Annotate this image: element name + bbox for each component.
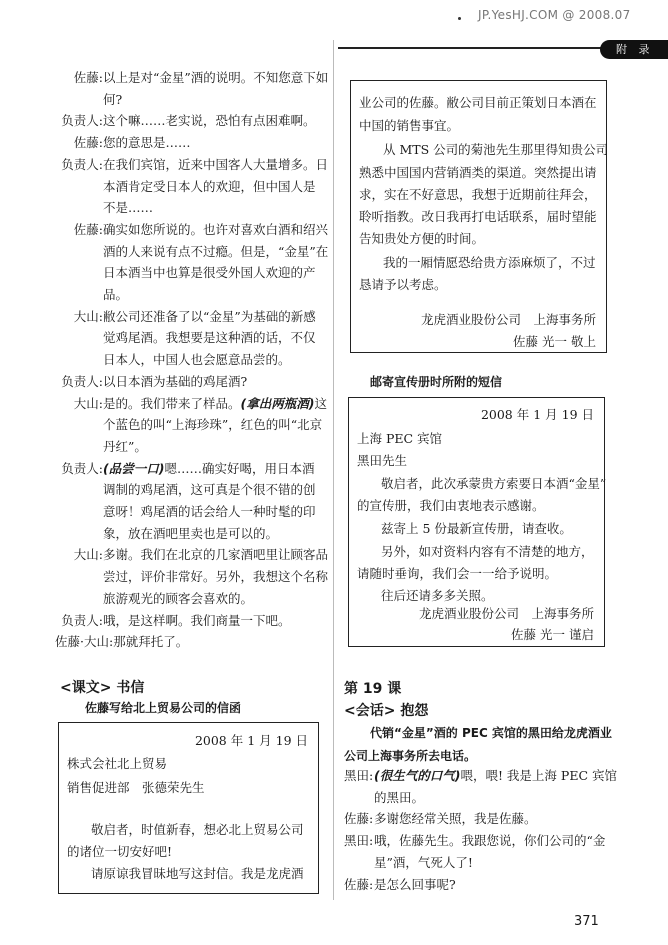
letter-body-line: 聆听指教。改日我再打电话联系，届时望能 <box>359 209 597 224</box>
dialogue-line: 意呀！鸡尾酒的话会给人一种时髦的印 <box>103 504 316 520</box>
note-body-line: 往后还请多多关照。 <box>381 588 494 603</box>
speaker-label: 佐藤: <box>344 876 374 892</box>
speaker-label: 负责人: <box>61 113 103 129</box>
page-number: 371 <box>574 914 599 929</box>
signature: 佐藤 光一 敬上 <box>513 334 596 349</box>
conversation-heading: <会话> 抱怨 <box>344 703 429 719</box>
sender-company: 龙虎酒业股份公司 上海事务所 <box>418 606 594 621</box>
signature: 佐藤 光一 谨启 <box>511 627 594 642</box>
speaker-label: 佐藤·大山: <box>55 634 114 650</box>
right-dialogue <box>344 765 617 895</box>
dialogue-line: 这个嘛……老实说，恐怕有点困难啊。 <box>103 113 316 129</box>
dialogue-entry <box>55 631 328 653</box>
letter-body-line: 业公司的佐藤。敝公司目前正策划日本酒在 <box>359 95 597 110</box>
speaker-label: 大山: <box>73 547 103 563</box>
dialogue-line: 象，放在酒吧里卖也是可以的。 <box>103 525 279 541</box>
speaker-label: 黑田: <box>344 833 374 849</box>
dialogue-text: 嗯……确实好喝，用日本酒 <box>164 460 315 476</box>
letter-body-line: 恳请予以考虑。 <box>359 277 447 292</box>
dialogue-line: 不是…… <box>103 200 154 216</box>
letter-date: 2008 年 1 月 19 日 <box>194 733 308 748</box>
addressee-person: 销售促进部 张德荣先生 <box>67 780 205 795</box>
dialogue-entry <box>55 110 328 132</box>
dialogue-entry <box>55 219 328 306</box>
letter-body-line: 的诸位一切安好吧! <box>67 844 173 859</box>
speaker-label: 大山: <box>73 308 103 324</box>
dialogue-text: 这 <box>314 395 327 411</box>
dialogue-line: 敝公司还准备了以“金星”为基础的新感 <box>103 308 316 324</box>
letter-body-line: 敬启者，时值新春，想必北上贸易公司 <box>91 822 304 837</box>
dialogue-entry <box>55 67 328 110</box>
dialogue-entry <box>55 371 328 393</box>
addressee-person: 黑田先生 <box>357 453 408 468</box>
dialogue-line: 在我们宾馆，近来中国客人大量增多。日 <box>103 156 329 172</box>
letter-body-line: 求，实在不好意思，我想于近期前往拜会， <box>359 187 597 202</box>
sender-company: 龙虎酒业股份公司 上海事务所 <box>420 312 596 327</box>
dialogue-line: 调制的鸡尾酒，这可真是个很不错的创 <box>103 482 316 498</box>
dialogue-entry <box>55 610 328 632</box>
letter-body-line: 熟悉中国国内营销酒类的渠道。突然提出请 <box>359 165 597 180</box>
addressee-company: 上海 PEC 宾馆 <box>357 431 443 446</box>
dialogue-line: 丹红”。 <box>103 438 147 454</box>
dialogue-line: 以日本酒为基础的鸡尾酒? <box>103 373 248 389</box>
watermark: JP.YesHJ.COM @ 2008.07 <box>478 8 631 22</box>
left-dialogue <box>55 67 328 653</box>
lesson-letter-subheading: 佐藤写给北上贸易公司的信函 <box>85 701 242 715</box>
addressee-company: 株式会社北上贸易 <box>67 756 168 771</box>
speaker-label: 负责人: <box>61 373 103 389</box>
dialogue-line: 多谢。我们在北京的几家酒吧里让顾客品 <box>103 547 329 563</box>
dialogue-line <box>374 765 617 787</box>
note-body-line: 敬启者，此次承蒙贵方索要日本酒“金星” <box>381 476 607 491</box>
dialogue-entry <box>55 393 328 458</box>
dialogue-line: 品。 <box>103 287 129 303</box>
dialogue-line: 您的意思是…… <box>103 135 191 151</box>
speaker-label: 负责人: <box>61 612 103 628</box>
speaker-label: 大山: <box>73 395 103 411</box>
dot-mark <box>458 17 461 20</box>
lesson-letter-heading: <课文> 书信 <box>60 680 145 696</box>
note-body-line: 请随时垂询，我们会一一给予说明。 <box>357 566 558 581</box>
dialogue-line: 哦，佐藤先生。我跟您说，你们公司的“金 <box>374 833 606 849</box>
letter-body-line: 我的一厢情愿恐给贵方添麻烦了，不过 <box>383 255 596 270</box>
stage-direction: (品尝一口) <box>103 460 165 476</box>
dialogue-entry <box>55 544 328 609</box>
dialogue-line: 酒的人来说有点不过瘾。但是，“金星”在 <box>103 243 329 259</box>
dialogue-entry <box>344 874 617 896</box>
stage-direction: (拿出两瓶酒) <box>240 395 315 411</box>
speaker-label: 佐藤: <box>344 811 374 827</box>
letter-box <box>58 722 319 894</box>
dialogue-line: 个蓝色的叫“上海珍珠”，红色的叫“北京 <box>103 417 323 433</box>
dialogue-entry <box>55 306 328 371</box>
note-date: 2008 年 1 月 19 日 <box>480 407 594 422</box>
dialogue-line: 本酒肯定受日本人的欢迎，但中国人是 <box>103 178 316 194</box>
dialogue-line: 何? <box>103 91 123 107</box>
dialogue-line: 那就拜托了。 <box>113 634 189 650</box>
letter-body-line: 中国的销售事宜。 <box>359 118 460 133</box>
dialogue-line: 尝过，评价非常好。另外，我想这个名称 <box>103 569 329 585</box>
dialogue-entry <box>344 765 617 808</box>
dialogue-line: 的黑田。 <box>374 789 425 805</box>
letter-body-line: 请原谅我冒昧地写这封信。我是龙虎酒 <box>91 866 304 881</box>
dialogue-line: 日本人，中国人也会愿意品尝的。 <box>103 352 291 368</box>
speaker-label: 佐藤: <box>73 221 103 237</box>
speaker-label: 负责人: <box>61 156 103 172</box>
speaker-label: 佐藤: <box>73 135 103 151</box>
dialogue-line: 多谢您经常关照，我是佐藤。 <box>374 811 537 827</box>
dialogue-line: 旅游观光的顾客会喜欢的。 <box>103 590 254 606</box>
stage-direction: (很生气的口气) <box>374 768 461 783</box>
dialogue-line: 确实如您所说的。也许对喜欢白酒和绍兴 <box>103 221 329 237</box>
dialogue-line: 是怎么回事呢? <box>374 876 456 892</box>
intro-line: 代销“金星”酒的 PEC 宾馆的黑田给龙虎酒业 <box>370 726 612 740</box>
lesson-title: 第 19 课 <box>344 681 402 697</box>
dialogue-text: 是的。我们带来了样品。 <box>103 395 241 411</box>
dialogue-entry <box>55 154 328 219</box>
speaker-label: 负责人: <box>61 460 103 476</box>
speaker-label: 黑田: <box>344 768 374 783</box>
brochure-note-heading: 邮寄宣传册时所附的短信 <box>370 375 503 389</box>
dialogue-line: 哦，是这样啊。我们商量一下吧。 <box>103 612 291 628</box>
letter-body-line: 告知贵处方便的时间。 <box>359 231 485 246</box>
dialogue-entry <box>55 458 328 545</box>
dialogue-entry <box>344 830 617 873</box>
dialogue-line: 觉鸡尾酒。我想要是这种酒的话，不仅 <box>103 330 316 346</box>
letter-continued-box <box>350 80 607 353</box>
dialogue-line: 星”酒，气死人了! <box>374 854 473 870</box>
note-body-line: 的宣传册，我们由衷地表示感谢。 <box>357 498 545 513</box>
dialogue-line: 日本酒当中也算是很受外国人欢迎的产 <box>103 265 316 281</box>
note-body-line: 兹寄上 5 份最新宣传册，请查收。 <box>381 521 572 536</box>
brochure-note-box <box>348 397 605 647</box>
note-body-line: 另外，如对资料内容有不清楚的地方， <box>381 544 594 559</box>
dialogue-entry <box>344 808 617 830</box>
letter-body-line: 从 MTS 公司的菊池先生那里得知贵公司 <box>383 142 609 157</box>
dialogue-line <box>103 458 316 480</box>
dialogue-entry <box>55 132 328 154</box>
section-tab: 附 录 <box>600 40 668 59</box>
header-rule <box>338 47 610 49</box>
intro-line: 公司上海事务所去电话。 <box>344 749 477 763</box>
dialogue-line: 以上是对“金星”酒的说明。不知您意下如 <box>103 70 329 85</box>
column-divider <box>333 40 334 900</box>
speaker-label: 佐藤: <box>73 70 103 85</box>
dialogue-text: 喂，喂! 我是上海 PEC 宾馆 <box>460 768 617 783</box>
dialogue-line <box>103 393 327 415</box>
